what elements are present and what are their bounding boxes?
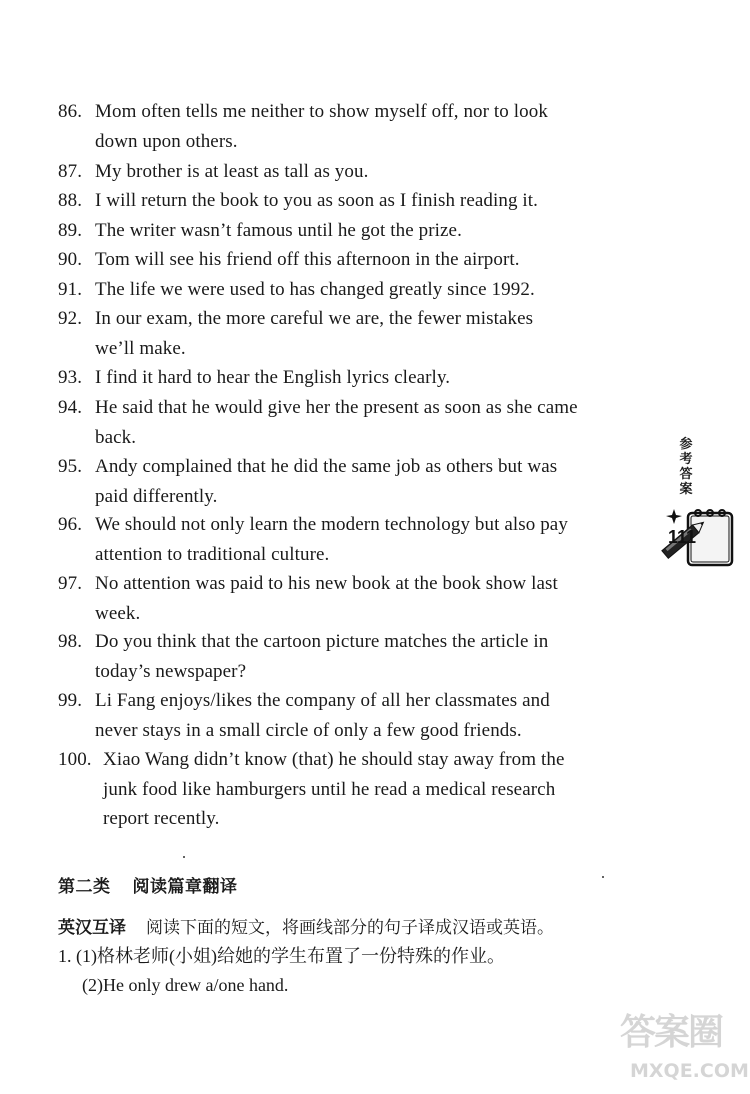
item-line: we’ll make. (95, 337, 186, 359)
item-line: back. (95, 426, 137, 448)
item-line: today’s newspaper? (95, 660, 247, 682)
page-number: 111 (668, 527, 697, 547)
item-line: Andy complained that he did the same job as others but was (95, 456, 558, 477)
item-line: The life we were used to has changed greatly since 1992. (95, 279, 535, 300)
item-number: 95. (58, 456, 83, 477)
item-number: 88. (58, 190, 83, 211)
answer-item (58, 510, 638, 569)
item-line: down upon others. (95, 130, 238, 152)
answer-item (58, 686, 638, 745)
item-number: 94. (58, 397, 83, 418)
item-line: I will return the book to you as soon as I finish reading it. (95, 190, 539, 211)
item-line: Mom often tells me neither to show myself off, nor to look (95, 101, 548, 122)
answer-item (58, 363, 638, 393)
answer-item (58, 745, 638, 834)
answer-line-1: 1. (1)格林老师(小姐)给她的学生布置了一份特殊的作业。 (58, 946, 505, 966)
subsection-instruction: 阅读下面的短文，将画线部分的句子译成汉语或英语。 (146, 918, 554, 938)
item-line: I find it hard to hear the English lyrics clearly. (95, 367, 451, 388)
item-line: Xiao Wang didn’t know (that) he should stay away from the (103, 749, 565, 770)
label-char: 答 (679, 467, 693, 482)
item-line: never stays in a small circle of only a few good friends. (95, 719, 522, 741)
item-number: 100. (58, 749, 92, 770)
section-heading (58, 872, 238, 897)
answer-item (58, 186, 638, 216)
item-line: He said that he would give her the present as soon as she came (95, 397, 578, 418)
item-number: 98. (58, 631, 83, 652)
answer-item (58, 97, 638, 156)
answer-item (58, 245, 638, 275)
section-category: 第二类 (58, 877, 111, 897)
answer-item (58, 275, 638, 305)
item-line: Do you think that the cartoon picture matches the article in (95, 631, 549, 652)
answer-item (58, 393, 638, 452)
watermark-url: MXQE.COM (630, 1060, 749, 1082)
answer-item (58, 627, 638, 686)
answer-item (58, 304, 638, 363)
answer-item (58, 157, 638, 187)
item-line: We should not only learn the modern technology but also pay (95, 514, 568, 535)
answer-line-2: (2)He only drew a/one hand. (82, 975, 289, 995)
item-number: 93. (58, 367, 83, 388)
item-line: attention to traditional culture. (95, 543, 330, 565)
answer-item (58, 569, 638, 628)
print-speck (602, 876, 604, 878)
section-title: 阅读篇章翻译 (132, 877, 238, 897)
item-number: 90. (58, 249, 83, 270)
item-number: 97. (58, 573, 83, 594)
subsection-heading (58, 913, 554, 938)
answer-item (58, 216, 638, 246)
item-line: week. (95, 602, 141, 624)
item-number: 92. (58, 308, 83, 329)
label-char: 考 (679, 452, 693, 467)
item-line: In our exam, the more careful we are, the fewer mistakes (95, 308, 534, 329)
print-speck (183, 856, 185, 858)
item-number: 96. (58, 514, 83, 535)
item-line: report recently. (103, 808, 220, 829)
reference-answer-tab (636, 437, 746, 577)
site-watermark (590, 1002, 750, 1094)
item-line: No attention was paid to his new book at the book show last (95, 573, 558, 594)
item-number: 87. (58, 161, 83, 182)
item-line: My brother is at least as tall as you. (95, 161, 369, 182)
label-char: 参 (679, 437, 693, 452)
answer-item (58, 452, 638, 511)
subsection-label: 英汉互译 (58, 918, 126, 938)
watermark-logo-text: 答案圈 (620, 1012, 723, 1053)
item-number: 86. (58, 101, 83, 122)
item-line: junk food like hamburgers until he read a medical research (103, 778, 556, 800)
item-line: Tom will see his friend off this afternoon in the airport. (95, 249, 520, 270)
item-line: Li Fang enjoys/likes the company of all her classmates and (95, 690, 550, 711)
item-number: 89. (58, 220, 83, 241)
item-line: The writer wasn’t famous until he got the prize. (95, 220, 462, 241)
label-char: 案 (679, 482, 693, 497)
item-line: paid differently. (95, 485, 218, 507)
item-number: 99. (58, 690, 83, 711)
item-number: 91. (58, 279, 83, 300)
reference-answer-label (676, 437, 696, 497)
